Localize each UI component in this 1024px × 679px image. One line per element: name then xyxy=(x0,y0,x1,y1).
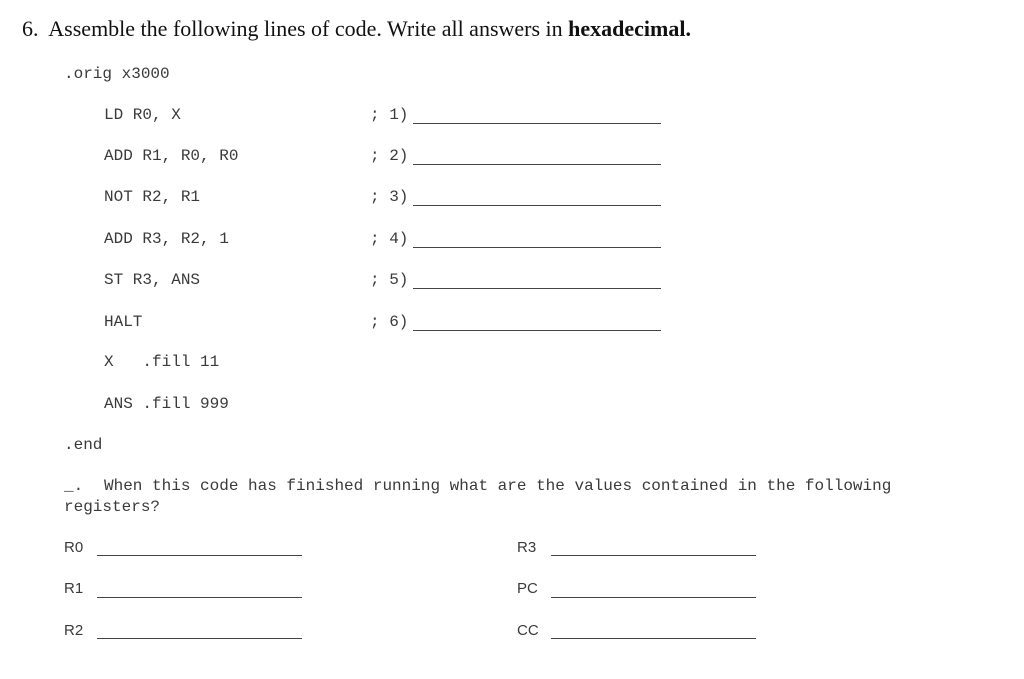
code-line-5: ST R3, ANS xyxy=(104,271,201,289)
register-blank-cc[interactable] xyxy=(551,638,756,639)
answer-label-4: ; 4) xyxy=(370,230,409,248)
register-label-r2: R2 xyxy=(64,622,84,639)
question-heading xyxy=(22,16,691,42)
register-blank-r0[interactable] xyxy=(97,555,302,556)
registers-question-line1: When this code has finished running what are the values contained in the following xyxy=(104,477,892,495)
register-label-r3: R3 xyxy=(517,539,537,556)
fill-x-directive: X .fill 11 xyxy=(104,353,220,371)
answer-blank-4[interactable] xyxy=(413,247,661,248)
question-text-bold: hexadecimal. xyxy=(568,16,691,41)
answer-label-3: ; 3) xyxy=(370,188,409,206)
register-blank-r1[interactable] xyxy=(97,597,302,598)
register-label-r0: R0 xyxy=(64,539,84,556)
register-blank-pc[interactable] xyxy=(551,597,756,598)
register-label-r1: R1 xyxy=(64,580,84,597)
orig-directive: .orig x3000 xyxy=(64,65,170,83)
fill-ans-directive: ANS .fill 999 xyxy=(104,395,229,413)
registers-question-line2: registers? xyxy=(64,498,161,516)
question-text: Assemble the following lines of code. Write all answers in xyxy=(48,16,569,41)
answer-blank-1[interactable] xyxy=(413,123,661,124)
answer-blank-2[interactable] xyxy=(413,164,661,165)
register-label-pc: PC xyxy=(517,580,538,597)
register-blank-r3[interactable] xyxy=(551,555,756,556)
register-blank-r2[interactable] xyxy=(97,638,302,639)
code-line-6: HALT xyxy=(104,313,143,331)
answer-label-2: ; 2) xyxy=(370,147,409,165)
registers-question-marker: _. xyxy=(64,477,84,495)
answer-blank-6[interactable] xyxy=(413,330,661,331)
answer-label-5: ; 5) xyxy=(370,271,409,289)
code-line-1: LD R0, X xyxy=(104,106,181,124)
code-line-2: ADD R1, R0, R0 xyxy=(104,147,239,165)
code-line-3: NOT R2, R1 xyxy=(104,188,201,206)
answer-blank-5[interactable] xyxy=(413,288,661,289)
code-line-4: ADD R3, R2, 1 xyxy=(104,230,229,248)
register-label-cc: CC xyxy=(517,622,539,639)
answer-label-1: ; 1) xyxy=(370,106,409,124)
question-number: 6. xyxy=(22,16,39,41)
end-directive: .end xyxy=(64,436,103,454)
answer-blank-3[interactable] xyxy=(413,205,661,206)
answer-label-6: ; 6) xyxy=(370,313,409,331)
